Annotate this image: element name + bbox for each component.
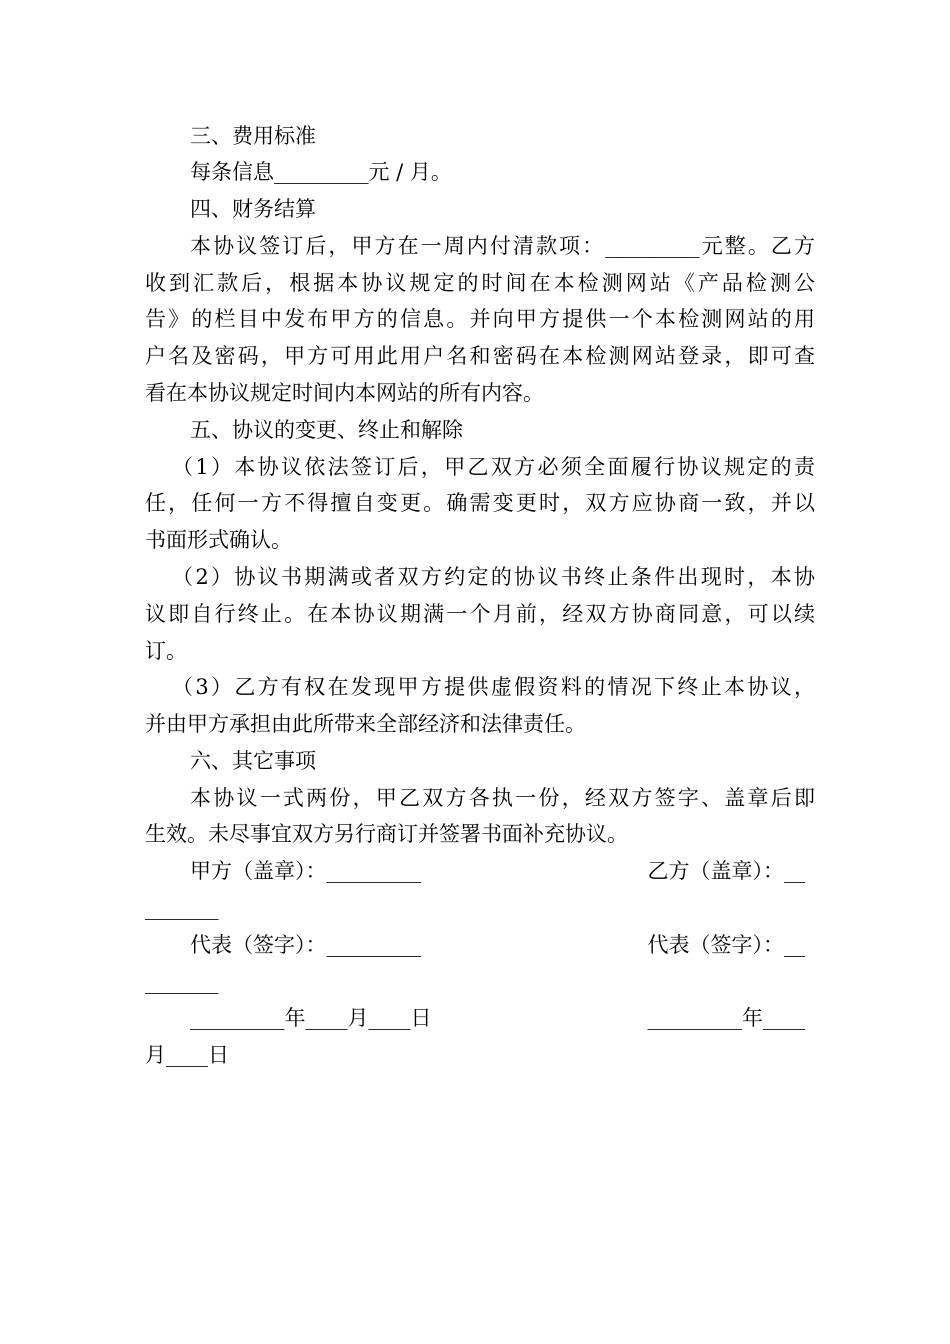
party-b-seal-continuation: _______ [145, 896, 219, 920]
section5-item1-line-3: 书面形式确认。 [145, 528, 292, 552]
section5-item3-line-1: （3）乙方有权在发现甲方提供虚假资料的情况下终止本协议， [172, 675, 815, 699]
section5-item3-line-2: 并由甲方承担由此所带来全部经济和法律责任。 [145, 712, 586, 736]
representative-b: 代表（签字）：__ [647, 933, 805, 957]
section5-item2-line-2: 议即自行终止。在本协议期满一个月前，经双方协商同意，可以续 [145, 602, 815, 626]
date-b-continuation: 月____日 [145, 1043, 229, 1067]
section4-line-5: 看在本协议规定时间内本网站的所有内容。 [145, 381, 544, 405]
section5-item2-line-1: （2）协议书期满或者双方约定的协议书终止条件出现时，本协 [172, 565, 815, 589]
party-b-seal: 乙方（盖章）：__ [647, 859, 805, 883]
section5-item2-line-3: 订。 [145, 639, 187, 663]
section5-item1-line-1: （1）本协议依法签订后，甲乙双方必须全面履行协议规定的责 [172, 455, 815, 479]
date-b: _________年____ [647, 1006, 805, 1030]
date-a: _________年____月____日 [190, 1006, 432, 1030]
section3-heading: 三、费用标准 [190, 124, 316, 148]
section4-line-2: 收到汇款后，根据本协议规定的时间在本检测网站《产品检测公 [145, 271, 815, 295]
section4-line-3: 告》的栏目中发布甲方的信息。并向甲方提供一个本检测网站的用 [145, 307, 815, 331]
representative-a: 代表（签字）：_________ [190, 933, 421, 957]
section6-line-2: 生效。未尽事宜双方另行商订并签署书面补充协议。 [145, 822, 628, 846]
section6-line-1: 本协议一式两份，甲乙双方各执一份，经双方签字、盖章后即 [190, 786, 815, 810]
fee-standard-line: 每条信息_________元 / 月。 [190, 160, 452, 184]
section4-line-4: 户名及密码，甲方可用此用户名和密码在本检测网站登录，即可查 [145, 344, 815, 368]
section4-heading: 四、财务结算 [190, 197, 316, 221]
representative-b-continuation: _______ [145, 970, 219, 994]
section4-line-1: 本协议签订后，甲方在一周内付清款项：_________元整。乙方 [190, 234, 815, 258]
party-a-seal: 甲方（盖章）：_________ [190, 859, 421, 883]
section5-heading: 五、协议的变更、终止和解除 [190, 418, 463, 442]
section5-item1-line-2: 任，任何一方不得擅自变更。确需变更时，双方应协商一致，并以 [145, 491, 815, 515]
section6-heading: 六、其它事项 [190, 749, 316, 773]
